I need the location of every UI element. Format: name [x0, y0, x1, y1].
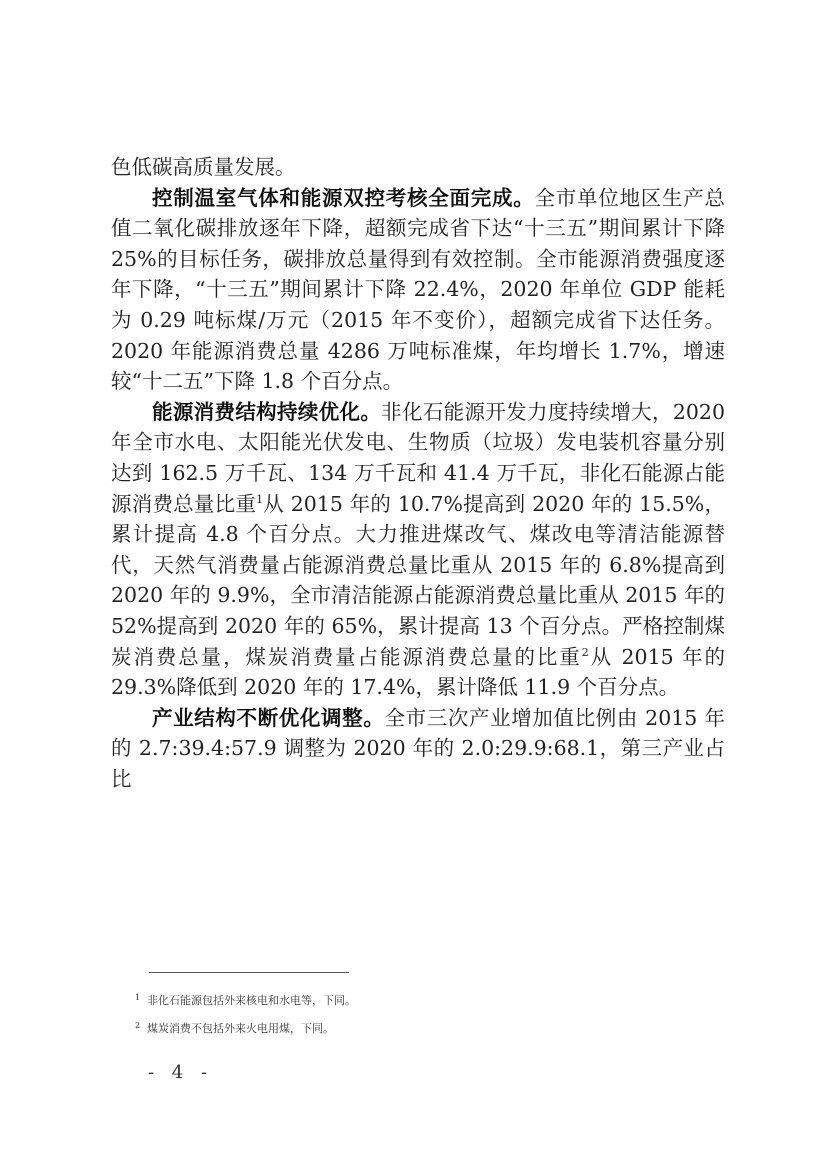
paragraph-text: 全市三次产业增加值比例由 2015 年的 2.7:39.4:57.9 调整为 2020 年的 2.0:29.9:68.1，第三产业占比 [111, 705, 726, 791]
footnotes [135, 985, 356, 1041]
footnote-divider [149, 972, 349, 973]
paragraph-text: 色低碳高质量发展。 [111, 155, 296, 179]
footnote-ref-1[interactable]: 1 [256, 492, 264, 506]
paragraph-continuation [111, 152, 725, 183]
footnote-number: 2 [135, 1021, 141, 1030]
footnote-text: 煤炭消费不包括外来火电用煤，下同。 [147, 1022, 334, 1035]
paragraph-text: 从 2015 年的 29.3%降低到 2020 年的 17.4%，累计降低 11.9 个百分点。 [111, 644, 725, 700]
paragraph-lead-heading: 能源消费结构持续优化。 [152, 399, 382, 424]
footnote-text: 非化石能源包括外来核电和水电等，下同。 [147, 994, 356, 1007]
paragraph-energy-structure [111, 397, 725, 703]
footnote-ref-2[interactable]: 2 [581, 645, 589, 659]
paragraph-text: 非化石能源开发力度持续增大，2020 年全市水电、太阳能光伏发电、生物质（垃圾）发电装机容量分别达到 162.5 万千瓦、134 万千瓦和 41.4 万千瓦，非化石能源占能源消费总量比重 [111, 399, 726, 516]
body-text [111, 152, 725, 794]
paragraph-lead-heading: 产业结构不断优化调整。 [152, 705, 385, 730]
paragraph-lead-heading: 控制温室气体和能源双控考核全面完成。 [152, 185, 535, 210]
footnote-2 [135, 1013, 356, 1041]
page-number: - 4 - [148, 1062, 214, 1083]
paragraph-text: 从 2015 年的 10.7%提高到 2020 年的 15.5%，累计提高 4.8 个百分点。大力推进煤改气、煤改电等清洁能源替代，天然气消费量占能源消费总量比重从 2015 年的 6.8%提高到 2020 年的 9.9%，全市清洁能源占能源消费总量比重从 2015 年的 52%提高到 2020 年的 65%，累计提高 13 个百分点。严格控制煤炭消费总量，煤炭消费量占能源消费总量的比重 [111, 491, 726, 669]
footnote-number: 1 [135, 993, 141, 1002]
paragraph-industry-structure [111, 703, 725, 795]
paragraph-text: 全市单位地区生产总值二氧化碳排放逐年下降，超额完成省下达“十三五”期间累计下降 25%的目标任务，碳排放总量得到有效控制。全市能源消费强度逐年下降，“十三五”期间累计下降 22.4%，2020 年单位 GDP 能耗为 0.29 吨标煤/万元（2015 年不变价），超额完成省下达任务。2020 年能源消费总量 4286 万吨标准煤，年均增长 1.7%，增速较“十二五”下降 1.8 个百分点。 [111, 185, 725, 394]
footnote-1 [135, 985, 356, 1013]
paragraph-emission-control [111, 183, 725, 397]
